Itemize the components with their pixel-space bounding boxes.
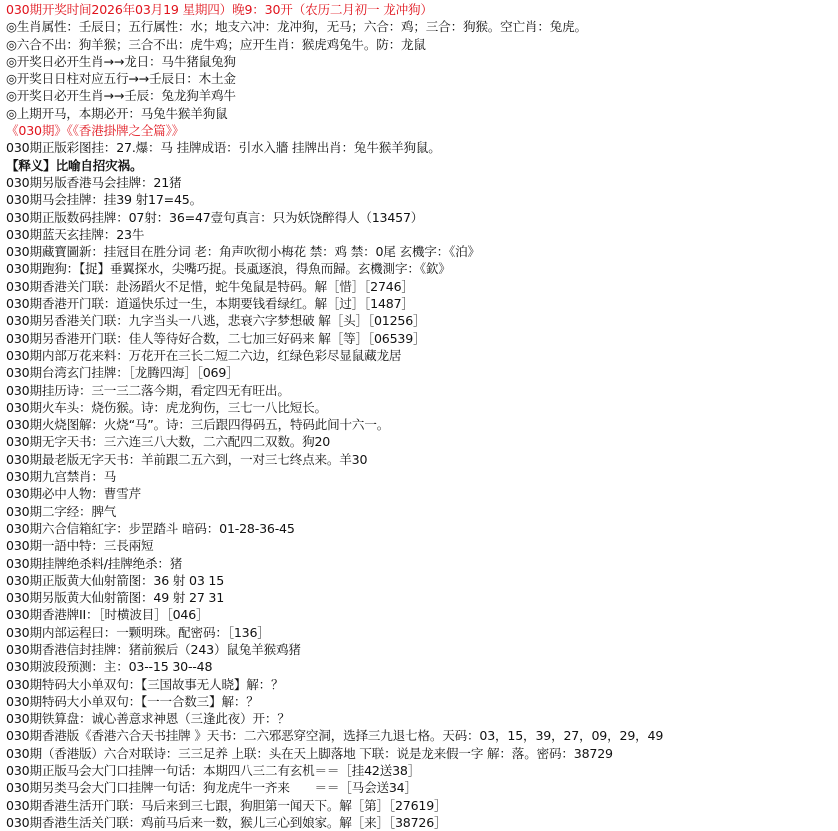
text-line: 【释义】比喻自招灾祸。	[6, 157, 143, 173]
text-line: 030期正版彩图挂：27.爆：马 挂牌成语：引水入牆 挂牌出肖：兔牛猴羊狗鼠。	[6, 140, 441, 156]
text-line: ◎开奖日必开生肖→→龙日：马牛猪鼠兔狗	[6, 53, 236, 69]
text-line: 030期挂历诗：三一三二落今期，看定四无有旺出。	[6, 382, 290, 398]
text-line: ◎上期开马，本期必开：马兔牛猴羊狗鼠	[6, 105, 228, 121]
text-line: 030期六合信箱紅字：步罡踏斗 暗码：01-28-36-45	[6, 520, 295, 536]
text-line: 030期另香港关门联：九字当头一八逃，悲衰六字梦想破 解［头］［01256］	[6, 313, 426, 329]
text-line: 030期另香港开门联：佳人等待好合数，二七加三好码来 解［等］［06539］	[6, 330, 426, 346]
text-line: 030期正版马会大门口挂牌一句话：本期四八三二有玄机＝＝［挂42送38］	[6, 763, 421, 779]
draw-header-line: 030期开奖时间2026年03月19 星期四）晚9：30开（农历二月初一 龙冲狗）	[6, 2, 433, 17]
text-line: 030期台湾玄门挂牌：［龙腾四海］［069］	[6, 365, 239, 381]
text-line: 030期二字经：脾气	[6, 503, 117, 519]
text-line: 030期内部运程曰：一颗明珠。配密码：［136］	[6, 624, 270, 640]
text-line: 030期藏寶圖新：挂冠目在胜分词 老：角声吹彻小梅花 禁：鸡 禁：0尾 玄機字：《泊》	[6, 244, 480, 260]
text-line: ◎开奖日日柱对应五行→→壬辰日：木土金	[6, 71, 236, 87]
text-line: 030期无字天书：三六连三八大数，二六配四二双数。狗20	[6, 434, 331, 450]
text-line: 030期跑狗：【捉】垂翼探水，尖嘴巧捉。長颪逐浪，得魚而歸。玄機測字：《欽》	[6, 261, 451, 277]
text-line: 030期铁算盘：诚心善意求神恩（三逢此夜）开：？	[6, 711, 290, 727]
text-line: 030期香港开门联：道遥快乐过一生，本期要钱看绿红。解［过］［1487］	[6, 296, 414, 312]
text-line: 030期挂牌绝杀料/挂牌绝杀：猪	[6, 555, 183, 571]
text-line: 030期内部万花来料：万花开在三长二短二六边，红绿色彩尽显鼠藏龙居	[6, 347, 402, 363]
text-line: 030期另版黄大仙射箭图：49 射 27 31	[6, 590, 225, 606]
text-line: 030期香港版《香港六合天书挂牌 》天书：二六邪恶穿空洞，选择三九退七格。天码：03，15，39，27，09，29，49	[6, 728, 664, 744]
text-line: 030期波段预测：主：03--15 30--48	[6, 659, 213, 675]
text-line: 030期（香港版）六合对联诗：三三足养 上联：头在天上脚落地 下联：说是龙来假一字 解：落。密码：38729	[6, 745, 613, 761]
text-line: 030期香港生活关门联：鸡前马后来一数，猴儿三心到娘家。解［来］［38726］	[6, 814, 447, 830]
text-line: 030期火车头：烧伤猴。诗：虎龙狗伤，三七一八比短长。	[6, 399, 327, 415]
text-line: 030期正版数码挂牌：07射：36=47壹句真言：只为妖饶醉得人（13457）	[6, 209, 424, 225]
text-line: 030期特码大小单双句：【三国故事无人晓】解：？	[6, 676, 284, 692]
text-line: 030期另类马会大门口挂牌一句话：狗龙虎牛一齐来 ＝＝［马会送34］	[6, 780, 417, 796]
text-line: 030期香港关门联：赴汤蹈火不足惜，蛇牛兔鼠是特码。解［惜］［2746］	[6, 278, 414, 294]
text-line: 030期九宫禁肖：马	[6, 469, 117, 485]
text-line: 030期最老版无字天书：羊前跟二五六到，一对三七终点来。羊30	[6, 451, 368, 467]
section-heading: 《030期》《《香港掛牌之全篇》》	[6, 123, 185, 139]
text-line: 030期一語中特：三長兩短	[6, 538, 154, 554]
text-line: 030期香港牌II：［时横波目］［046］	[6, 607, 209, 623]
text-line: 030期正版黄大仙射箭图：36 射 03 15	[6, 572, 225, 588]
text-line: ◎开奖日必开生肖→→壬辰：兔龙狗羊鸡牛	[6, 88, 236, 104]
text-line: 030期香港信封挂牌：猪前猴后（243）鼠兔羊猴鸡猪	[6, 641, 301, 657]
text-line: 030期香港生活开门联：马后来到三七跟，狗胆第一闻天下。解［第］［27619］	[6, 797, 447, 813]
text-line: ◎生肖属性：壬辰日；五行属性：水；地支六冲：龙冲狗，无马；六合：鸡；三合：狗猴。空亡肖：兔虎。	[6, 19, 587, 35]
text-line: ◎六合不出：狗羊猴；三合不出：虎牛鸡；应开生肖：猴虎鸡兔牛。防：龙鼠	[6, 36, 426, 52]
text-line: 030期特码大小单双句：【一一合数三】解：？	[6, 693, 259, 709]
text-line: 030期另版香港马会挂牌：21猪	[6, 174, 182, 190]
text-line: 030期必中人物：曹雪芹	[6, 486, 141, 502]
text-line: 030期火烧图解：火烧“马”。诗：三后跟四得码五，特码此间十六一。	[6, 417, 390, 433]
text-line: 030期马会挂牌：挂39 射17=45。	[6, 192, 203, 208]
text-line: 030期蓝天玄挂牌：23牛	[6, 226, 145, 242]
